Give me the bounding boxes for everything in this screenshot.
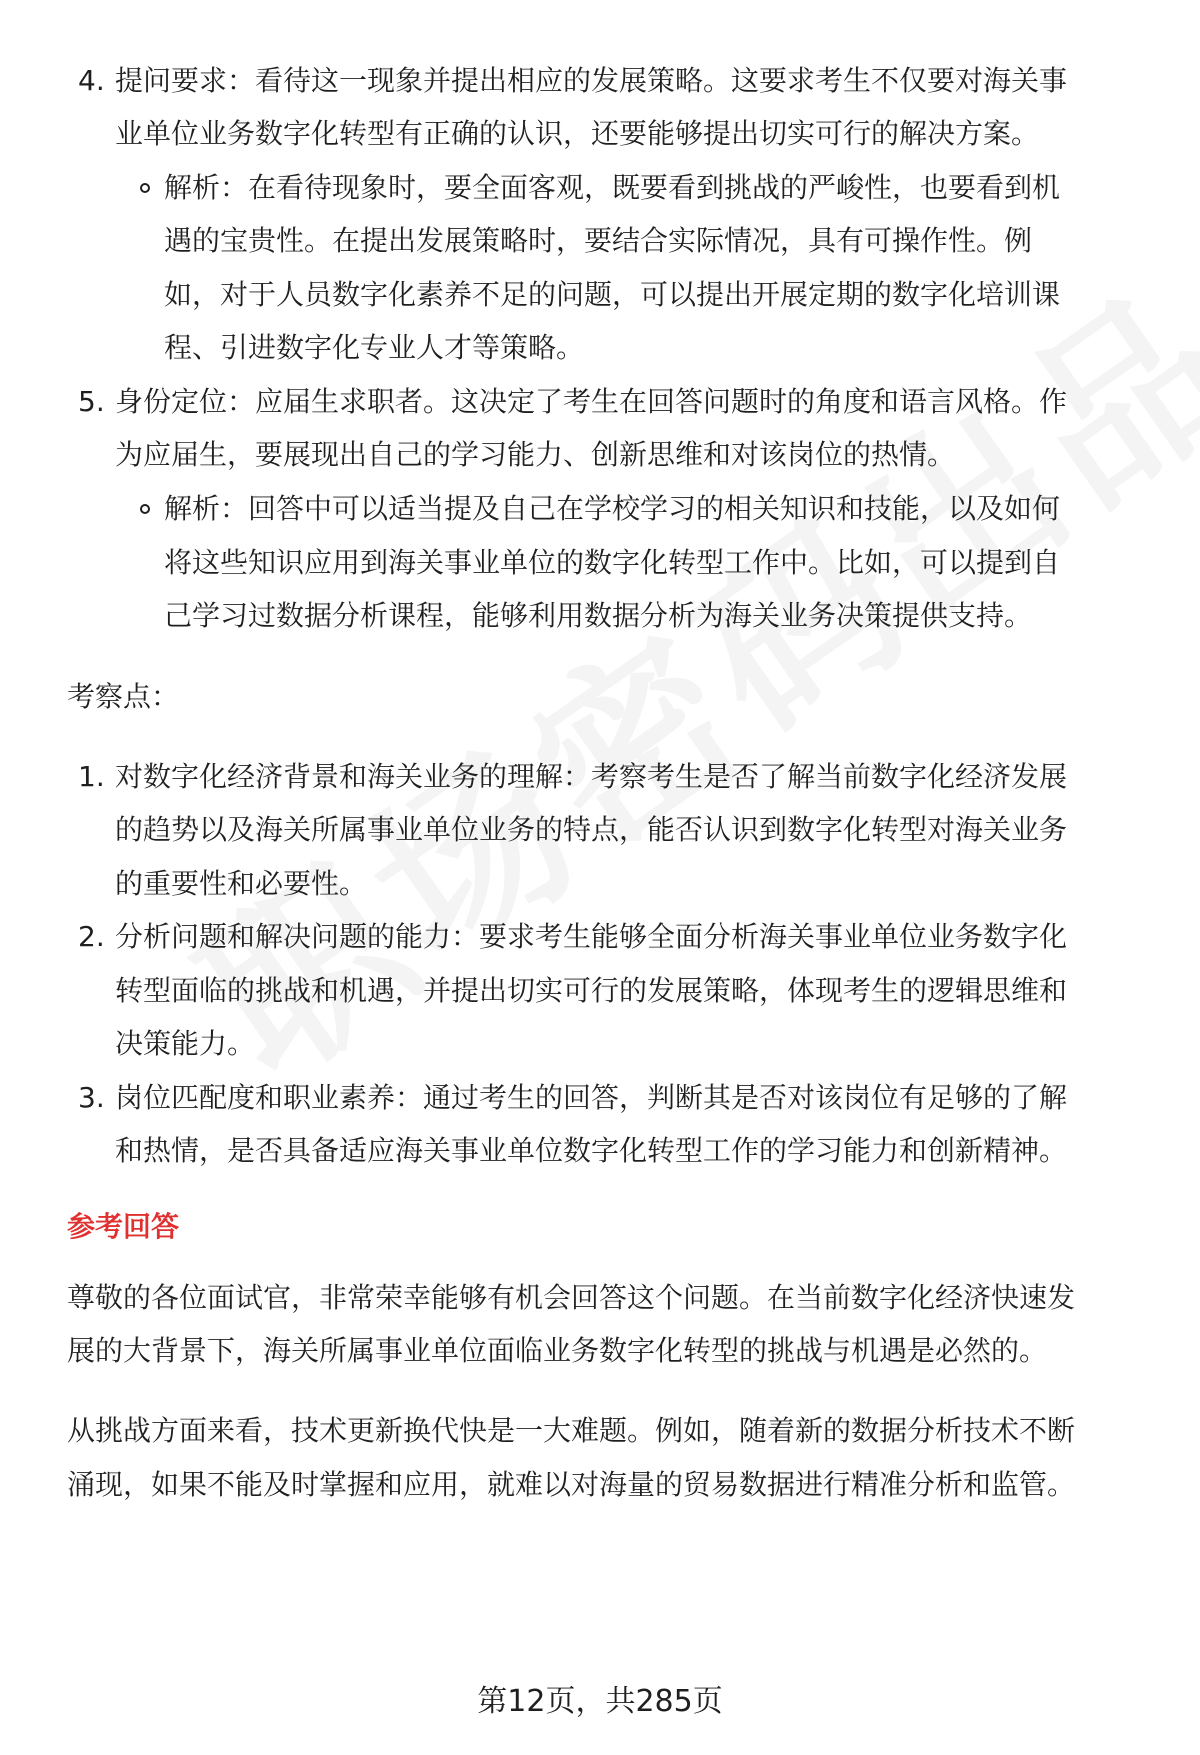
list-item-line: 的重要性和必要性。 (115, 867, 368, 900)
list-item-line: 决策能力。 (115, 1027, 256, 1060)
paragraph-line: 尊敬的各位面试官，非常荣幸能够有机会回答这个问题。在当前数字化经济快速发 (67, 1281, 1076, 1314)
list-item-line: 转型面临的挑战和机遇，并提出切实可行的发展策略，体现考生的逻辑思维和 (115, 974, 1068, 1007)
list-item-line: 身份定位：应届生求职者。这决定了考生在回答问题时的角度和语言风格。作 (115, 385, 1068, 418)
hollow-bullet-icon (140, 504, 150, 514)
sub-item-line: 程、引进数字化专业人才等策略。 (164, 331, 585, 364)
list-item-line: 为应届生，要展现出自己的学习能力、创新思维和对该岗位的热情。 (115, 438, 956, 471)
sub-item-line: 解析：回答中可以适当提及自己在学校学习的相关知识和技能，以及如何 (164, 492, 1061, 525)
sub-item-line: 遇的宝贵性。在提出发展策略时，要结合实际情况，具有可操作性。例 (164, 224, 1033, 257)
list-item-line: 和热情，是否具备适应海关事业单位数字化转型工作的学习能力和创新精神。 (115, 1134, 1068, 1167)
hollow-bullet-icon (140, 183, 150, 193)
list-item-line: 提问要求：看待这一现象并提出相应的发展策略。这要求考生不仅要对海关事 (115, 64, 1068, 97)
list-item-line: 分析问题和解决问题的能力：要求考生能够全面分析海关事业单位业务数字化 (115, 920, 1068, 953)
list-number: 1. (78, 760, 105, 793)
list-number: 4. (78, 64, 105, 97)
list-number: 2. (78, 920, 105, 953)
sub-item-line: 己学习过数据分析课程，能够利用数据分析为海关业务决策提供支持。 (164, 599, 1033, 632)
section-label: 考察点： (67, 680, 180, 713)
paragraph-line: 展的大背景下，海关所属事业单位面临业务数字化转型的挑战与机遇是必然的。 (67, 1334, 1048, 1367)
list-number: 5. (78, 385, 105, 418)
sub-item-line: 如，对于人员数字化素养不足的问题，可以提出开展定期的数字化培训课 (164, 278, 1061, 311)
sub-item-line: 将这些知识应用到海关事业单位的数字化转型工作中。比如，可以提到自 (164, 546, 1061, 579)
section-heading: 参考回答 (67, 1210, 180, 1243)
list-item-line: 对数字化经济背景和海关业务的理解：考察考生是否了解当前数字化经济发展 (115, 760, 1068, 793)
sub-item-line: 解析：在看待现象时，要全面客观，既要看到挑战的严峻性，也要看到机 (164, 171, 1061, 204)
page-number-footer: 第12页，共285页 (477, 1684, 723, 1719)
list-item-line: 业单位业务数字化转型有正确的认识，还要能够提出切实可行的解决方案。 (115, 117, 1040, 150)
paragraph-line: 从挑战方面来看，技术更新换代快是一大难题。例如，随着新的数据分析技术不断 (67, 1414, 1076, 1447)
list-number: 3. (78, 1081, 105, 1114)
list-item-line: 岗位匹配度和职业素养：通过考生的回答，判断其是否对该岗位有足够的了解 (115, 1081, 1068, 1114)
paragraph-line: 涌现，如果不能及时掌握和应用，就难以对海量的贸易数据进行精准分析和监管。 (67, 1468, 1076, 1501)
list-item-line: 的趋势以及海关所属事业单位业务的特点，能否认识到数字化转型对海关业务 (115, 813, 1068, 846)
